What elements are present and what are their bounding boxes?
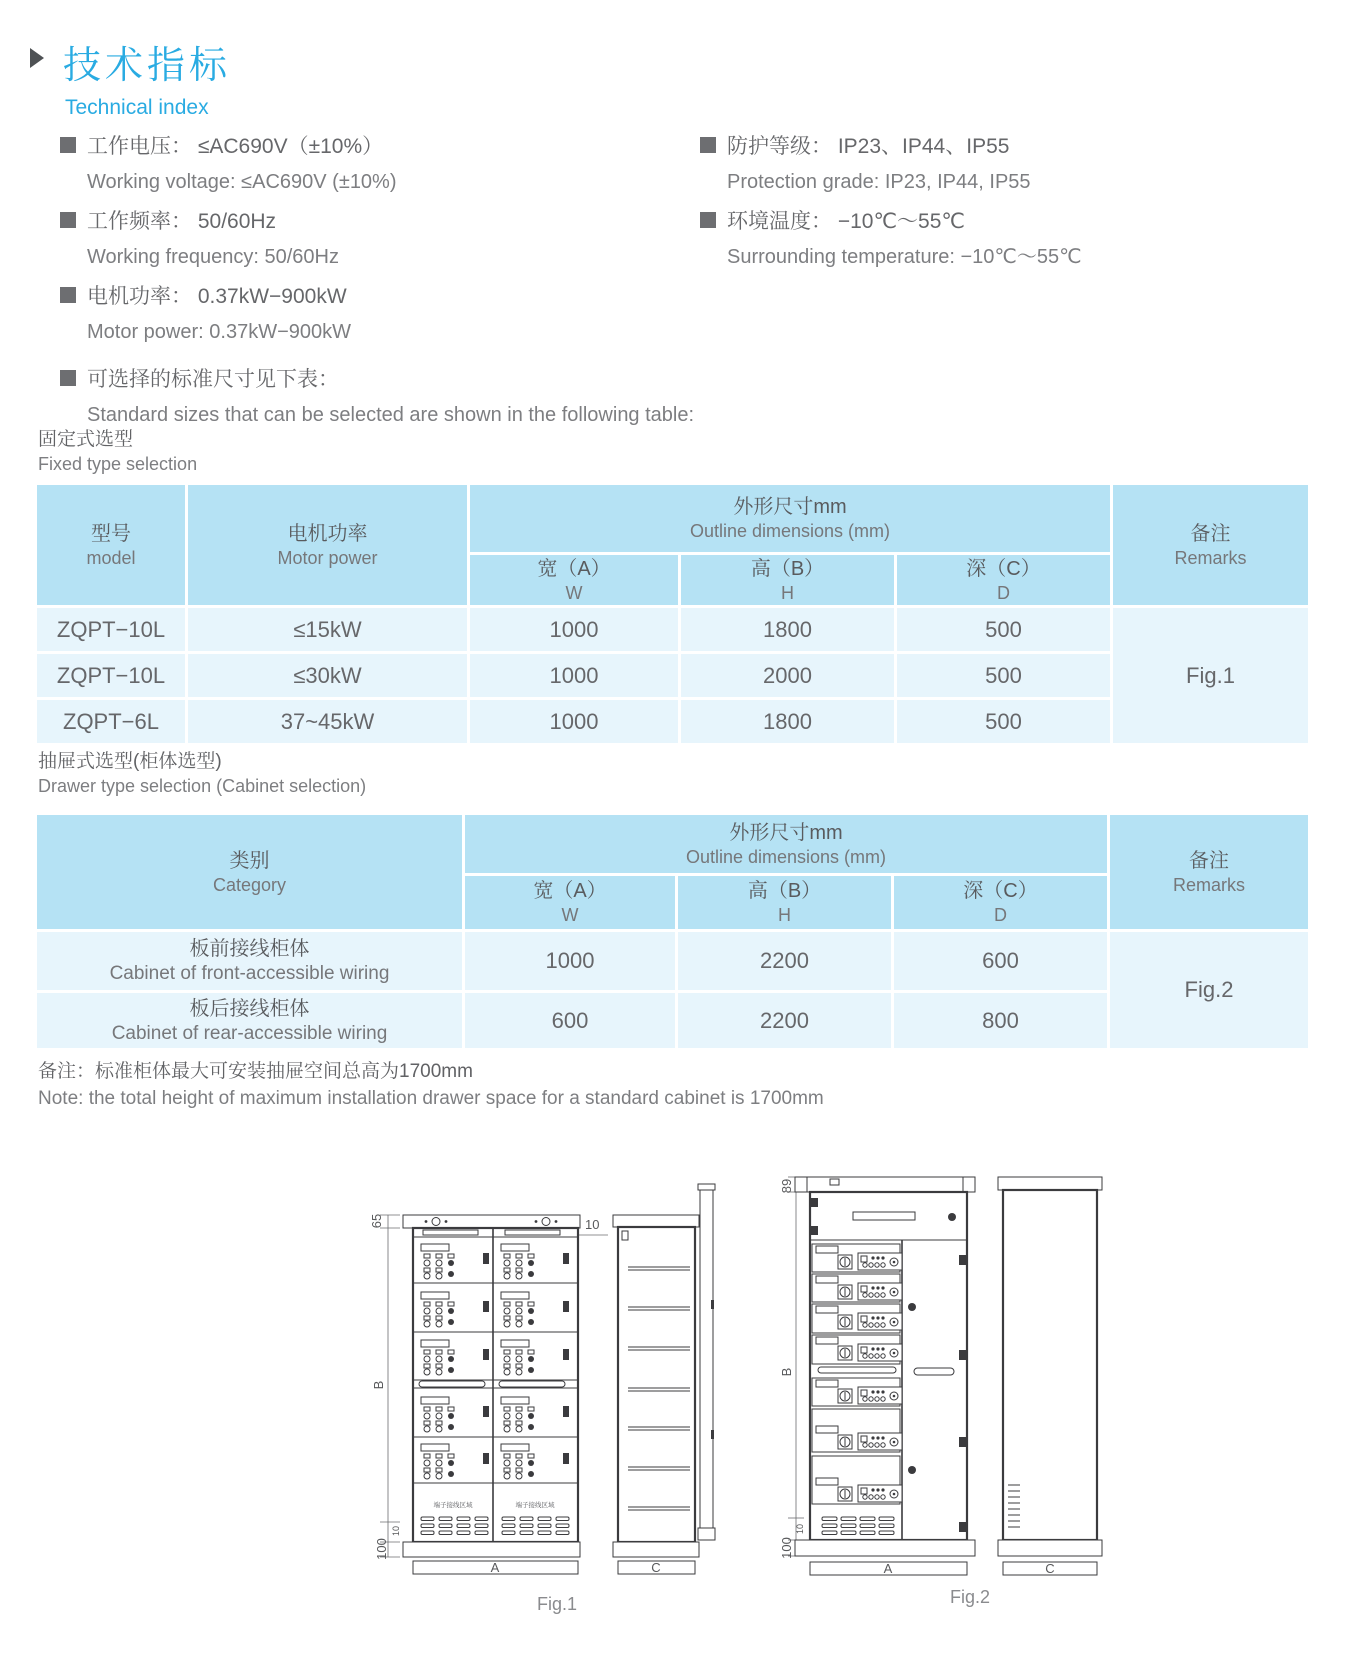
fig1-terminal-area-label: 端子接线区域 [433,1502,473,1509]
fig1-dim-A: A [490,1560,500,1575]
spec-cn-text: 工作电压： ≤AC690V（±10%） [87,135,384,158]
cell-width: 1000 [470,654,678,697]
cell-width: 1000 [465,932,675,990]
fixed-selection-heading [38,428,197,476]
cell-depth: 800 [894,993,1107,1048]
cell-depth: 600 [894,932,1107,990]
cell-height: 2200 [678,993,891,1048]
fig1-side-view [613,1215,699,1575]
cell-power: ≤15kW [188,608,467,651]
fig1-caption: Fig.1 [536,1594,578,1614]
bullet-square-icon [700,212,716,228]
header-outline-dimensions: 外形尺寸mm Outline dimensions (mm) [470,485,1110,552]
cell-width: 1000 [470,608,678,651]
cell-model: ZQPT−6L [37,700,185,743]
fig1-dim-10-top: 10 [585,1217,600,1232]
cell-model: ZQPT−10L [37,654,185,697]
section-title-en: Drawer type selection (Cabinet selection) [38,776,367,796]
header-motor-power: 电机功率 Motor power [188,485,467,605]
bullet-square-icon [60,370,76,386]
header-outline-dimensions: 外形尺寸mm Outline dimensions (mm) [465,815,1107,873]
drawer-type-table [34,812,1311,1051]
bullet-square-icon [60,212,76,228]
fig2-dim-C: C [1045,1561,1055,1576]
header-category: 类别 Category [37,815,462,929]
fig2-side-view [998,1177,1102,1576]
header-height: 高（B） H [678,876,891,929]
header-width: 宽（A） W [470,555,678,605]
cell-depth: 500 [897,608,1110,651]
spec-protection-grade [700,126,1082,201]
header-depth: 深（C） D [894,876,1107,929]
spec-cn-text: 电机功率： 0.37kW−900kW [87,285,347,308]
specs-left-column [60,126,694,434]
cell-depth: 500 [897,700,1110,743]
cell-width: 1000 [470,700,678,743]
section-title-en: Fixed type selection [38,454,198,474]
fig1-drawing [330,1140,710,1630]
header-depth: 深（C） D [897,555,1110,605]
fig1-dim-10-small: 10 [391,1525,401,1537]
spec-cn-text: 环境温度： −10℃～55℃ [727,210,965,233]
header-remarks: 备注 Remarks [1110,815,1308,929]
spec-surrounding-temperature [700,201,1082,276]
fixed-type-table [34,482,1311,746]
fig2-dim-A: A [883,1561,893,1576]
spec-cn-text: 防护等级： IP23、IP44、IP55 [727,135,1010,158]
header-remarks: 备注 Remarks [1113,485,1308,605]
table-row [37,932,1308,990]
page-subtitle: Technical index [65,96,209,119]
fig2-dim-10-small: 10 [795,1523,805,1535]
cell-remark: Fig.1 [1113,608,1308,743]
spec-en-text: Working frequency: 50/60Hz [87,246,339,268]
cell-power: ≤30kW [188,654,467,697]
spec-en-text: Protection grade: IP23, IP44, IP55 [727,171,1031,193]
title-arrow-icon [30,48,44,68]
cell-height: 2200 [678,932,891,990]
cell-remark: Fig.2 [1110,932,1308,1048]
fig1-front-view [403,1215,580,1575]
drawer-selection-heading [38,750,366,798]
bullet-square-icon [60,137,76,153]
table-row [37,608,1308,651]
spec-en-text: Working voltage: ≤AC690V (±10%) [87,171,397,193]
fig1-dim-100: 100 [374,1538,389,1560]
cell-height: 1800 [681,608,894,651]
page-title: 技术指标 [63,45,232,87]
spec-table-intro [60,359,694,434]
fig2-profile-view [698,1184,715,1540]
section-title-cn: 固定式选型 [38,429,134,450]
cell-depth: 500 [897,654,1110,697]
fig2-caption: Fig.2 [949,1587,991,1607]
fig1-dim-B: B [371,1380,386,1390]
footnote-cn: 备注：标准柜体最大可安装抽屉空间总高为1700mm [38,1061,473,1082]
spec-en-text: Surrounding temperature: −10℃～55℃ [727,246,1082,268]
footnote-en: Note: the total height of maximum installation drawer space for a standard cabinet is 1700mm [38,1088,824,1109]
cell-category: 板后接线柜体 Cabinet of rear-accessible wiring [37,993,462,1048]
fig1-dim-C: C [651,1560,661,1575]
cell-width: 600 [465,993,675,1048]
fig2-drawing [690,1100,1110,1630]
fig2-dim-89: 89 [779,1178,794,1194]
cell-model: ZQPT−10L [37,608,185,651]
header-model: 型号 model [37,485,185,605]
spec-en-text: Standard sizes that can be selected are shown in the following table: [87,404,695,426]
specs-right-column [700,126,1082,276]
spec-working-voltage [60,126,694,201]
fig2-dim-B: B [779,1367,794,1377]
fig1-dim-65: 65 [369,1213,384,1229]
spec-working-frequency [60,201,694,276]
spec-cn-text: 可选择的标准尺寸见下表： [87,368,339,391]
bullet-square-icon [60,287,76,303]
fig2-dim-100: 100 [779,1537,794,1559]
spec-motor-power [60,276,694,351]
cell-height: 2000 [681,654,894,697]
cell-category: 板前接线柜体 Cabinet of front-accessible wiring [37,932,462,990]
section-title-cn: 抽屉式选型(柜体选型) [38,751,222,772]
bullet-square-icon [700,137,716,153]
cell-power: 37~45kW [188,700,467,743]
spec-cn-text: 工作频率： 50/60Hz [87,210,277,233]
page-header [30,34,231,120]
header-width: 宽（A） W [465,876,675,929]
header-height: 高（B） H [681,555,894,605]
fig1-terminal-area-label: 端子接线区域 [515,1502,555,1509]
spec-en-text: Motor power: 0.37kW−900kW [87,321,351,343]
cell-height: 1800 [681,700,894,743]
fig2-front-view [795,1177,975,1576]
fig2-dimension-labels [779,1177,805,1559]
